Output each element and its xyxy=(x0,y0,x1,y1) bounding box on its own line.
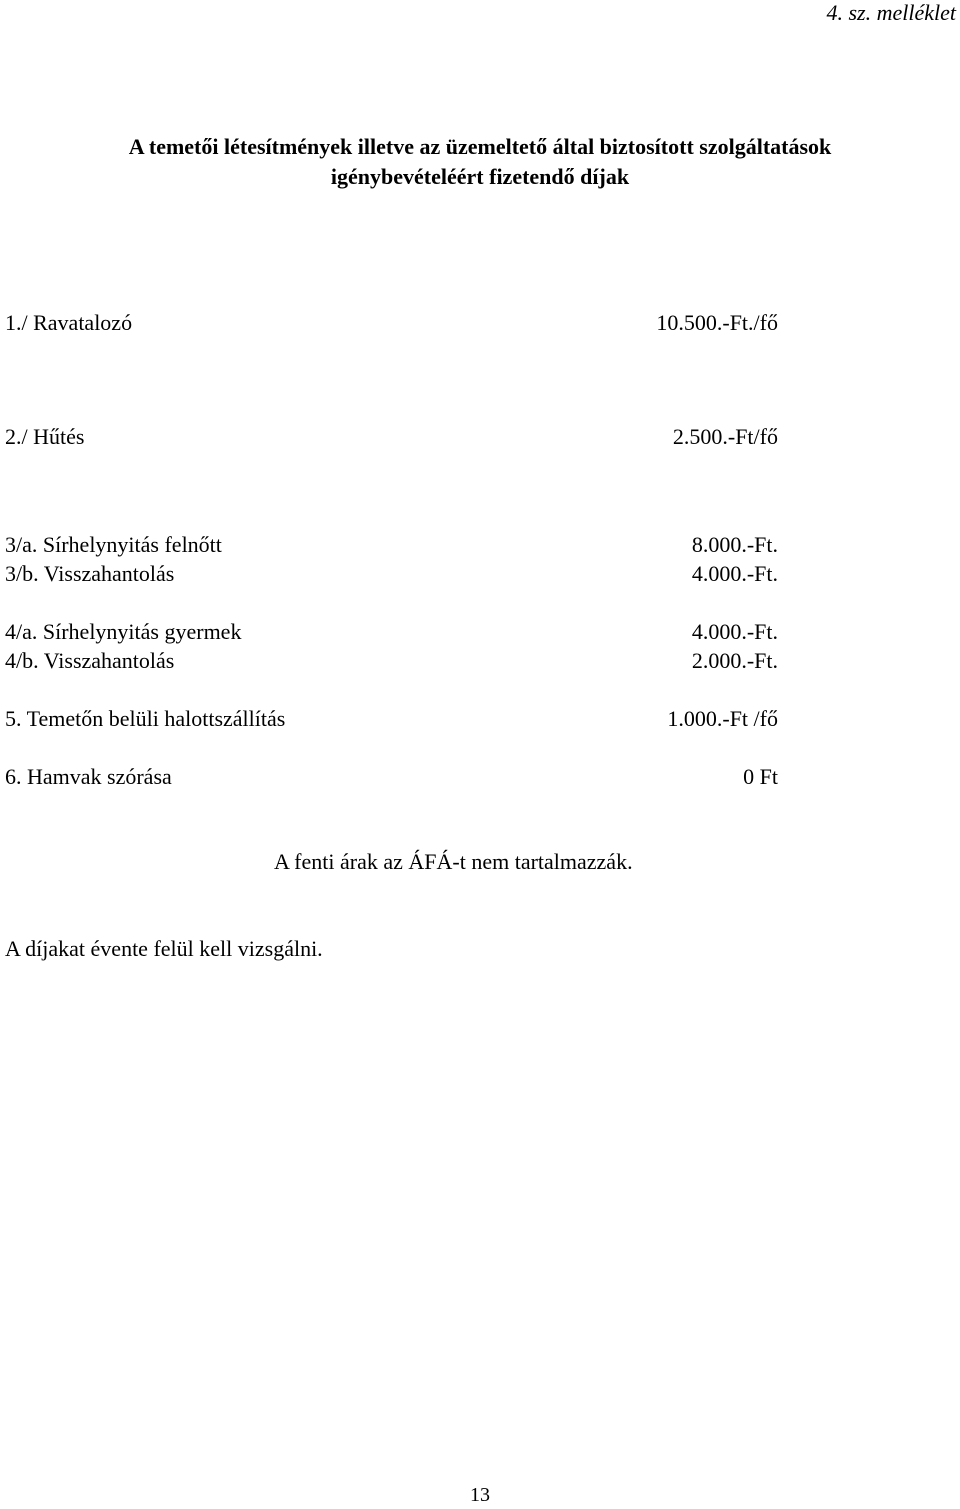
fee-price: 0 Ft xyxy=(743,764,778,789)
fee-label: 2./ Hűtés xyxy=(5,424,85,449)
document-title-line-2: igénybevételéért fizetendő díjak xyxy=(330,164,630,189)
fee-label: 3/b. Visszahantolás xyxy=(5,561,175,586)
document-title-line-1: A temetői létesítmények illetve az üzemeltető által biztosított szolgáltatások xyxy=(128,134,832,159)
fee-price: 8.000.-Ft. xyxy=(691,532,778,557)
fee-label: 5. Temetőn belüli halottszállítás xyxy=(5,706,286,731)
fee-price: 10.500.-Ft./fő xyxy=(656,310,778,335)
fee-label: 3/a. Sírhelynyitás felnőtt xyxy=(5,532,222,557)
review-note: A díjakat évente felül kell vizsgálni. xyxy=(5,936,323,961)
fee-label: 4/a. Sírhelynyitás gyermek xyxy=(5,619,242,644)
fee-label: 6. Hamvak szórása xyxy=(5,764,172,789)
fee-price: 4.000.-Ft. xyxy=(691,561,778,586)
page-number: 13 xyxy=(470,1484,490,1506)
fee-price: 2.000.-Ft. xyxy=(691,648,778,673)
fee-price: 1.000.-Ft /fő xyxy=(667,706,778,731)
fee-price: 2.500.-Ft/fő xyxy=(672,424,778,449)
fee-label: 4/b. Visszahantolás xyxy=(5,648,175,673)
fee-price: 4.000.-Ft. xyxy=(691,619,778,644)
annex-label: 4. sz. melléklet xyxy=(826,0,956,25)
fee-label: 1./ Ravatalozó xyxy=(5,310,133,335)
vat-note: A fenti árak az ÁFÁ-t nem tartalmazzák. xyxy=(274,849,633,874)
